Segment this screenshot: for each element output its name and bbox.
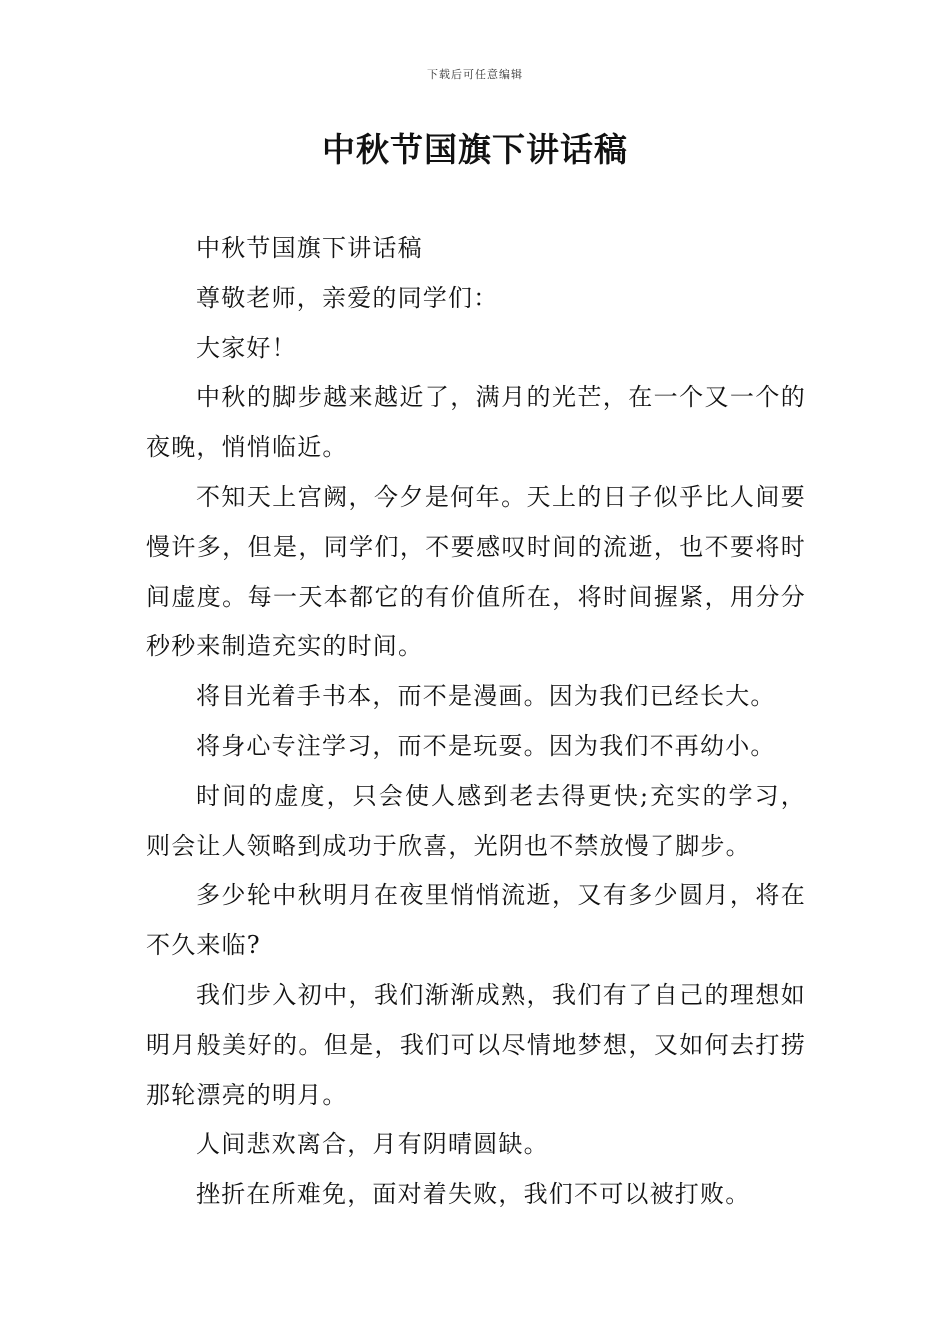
paragraph: 将身心专注学习，而不是玩耍。因为我们不再幼小。 [196, 731, 776, 760]
paragraph-salutation: 尊敬老师，亲爱的同学们： [196, 283, 499, 312]
paragraph: 不知天上宫阙，今夕是何年。天上的日子似乎比人间要慢许多，但是，同学们，不要感叹时间的流逝，也不要将时间虚度。每一天本都它的有价值所在，将时间握紧，用分分秒秒来制造充实的时间。 [146, 482, 806, 661]
document-title: 中秋节国旗下讲话稿 [322, 130, 628, 169]
paragraph: 中秋的脚步越来越近了，满月的光芒，在一个又一个的夜晚，悄悄临近。 [146, 383, 806, 462]
paragraph: 挫折在所难免，面对着失败，我们不可以被打败。 [196, 1180, 751, 1209]
paragraph: 多少轮中秋明月在夜里悄悄流逝，又有多少圆月，将在不久来临? [146, 881, 806, 960]
paragraph: 时间的虚度，只会使人感到老去得更快;充实的学习，则会让人领略到成功于欣喜，光阴也不禁放慢了脚步。 [146, 781, 806, 860]
paragraph: 人间悲欢离合，月有阴晴圆缺。 [196, 1130, 549, 1159]
paragraph-greeting: 大家好！ [196, 333, 297, 362]
header-note: 下载后可任意编辑 [427, 68, 523, 81]
paragraph: 将目光着手书本，而不是漫画。因为我们已经长大。 [196, 682, 776, 711]
paragraph: 我们步入初中，我们渐渐成熟，我们有了自己的理想如明月般美好的。但是，我们可以尽情地梦想，又如何去打捞那轮漂亮的明月。 [146, 980, 806, 1109]
document-body [146, 224, 806, 1220]
paragraph-subtitle: 中秋节国旗下讲话稿 [196, 234, 423, 262]
